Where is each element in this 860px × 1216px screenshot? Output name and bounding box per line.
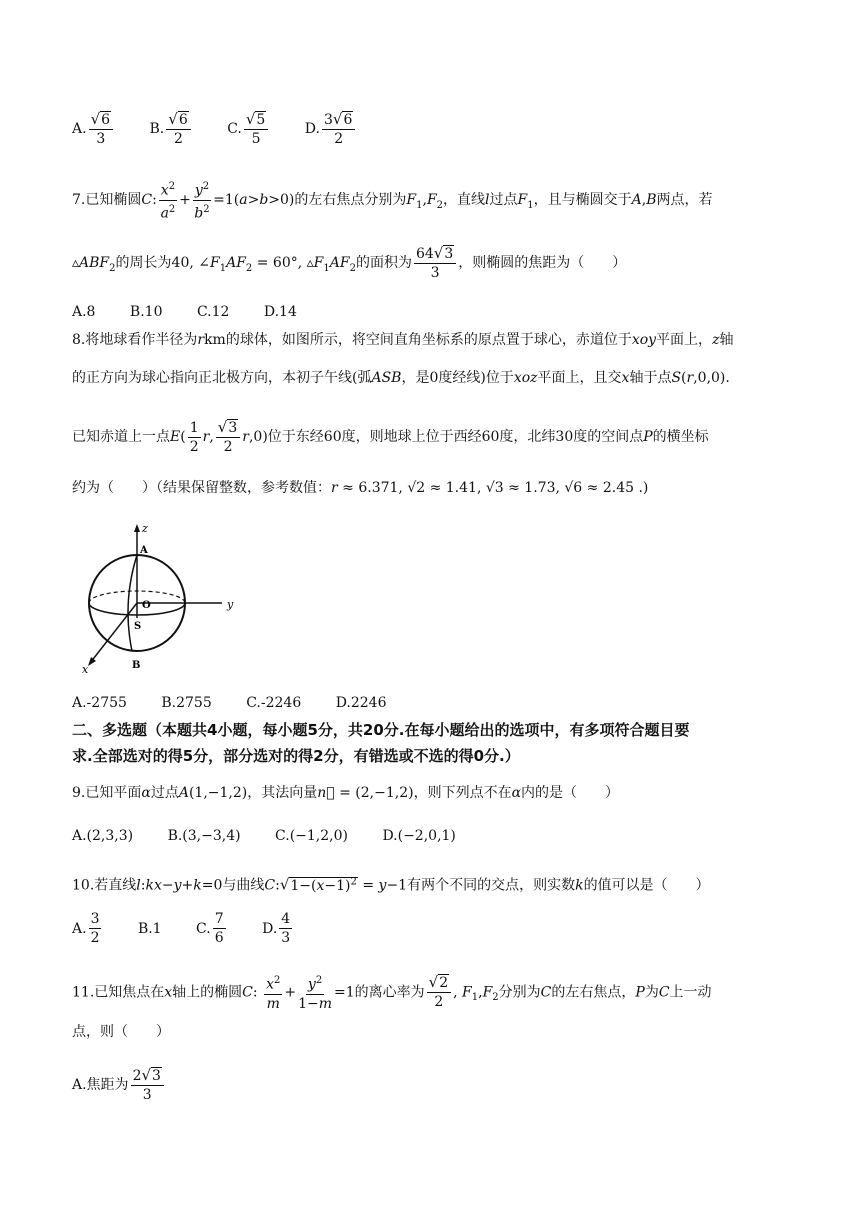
q6-option-a: A. $\frac{√6}{3}$ [72,121,115,137]
q7-option-c: C.12 [196,304,230,320]
q11-option-a: A.焦距为 $\frac{2√3}{3}$ [72,1066,166,1104]
point-b-label: B [132,660,141,671]
z-label: z [142,522,148,535]
x-axis [90,603,137,663]
section2-heading-line2: 求.全部选对的得5分，部分选对的得2分，有错选或不选的得0分.） [72,747,520,765]
q8-line3: 已知赤道上一点E( $\frac{1}{2}$ r, $\frac{√3}{2}$ r,0)位于东经60度，则地球上位于西经60度，北纬30度的空间点P的横坐标 [72,418,709,455]
q7-option-d: D.14 [263,304,297,320]
q7-line1: 7.已知椭圆C: $\frac{x^2}{a^2}$ + $\frac{y^2}{b^2}$ =1(a>b>0)的左右焦点分别为$F_1,F_2$，直线l过点$F_1$，且与椭圆交于A,B两点，若 [72,178,712,222]
section2-heading-line1: 二、多选题（本题共4小题，每小题5分，共20分.在每小题给出的选项中，有多项符合题目要 [72,721,690,739]
point-s-label: S [134,621,142,632]
y-label: y [227,598,234,611]
q8-line2: 的正方向为球心指向正北极方向，本初子午线(弧ASB，是0度经线)位于xoz平面上，且交x轴于点S(r,0,0). [72,370,730,386]
q8-option-c: C.-2246 [246,695,302,711]
q9-option-a: A.(2,3,3) [72,828,134,844]
q10-option-d: D. $\frac{4}{3}$ [262,911,291,946]
q6-options [72,110,387,148]
q9-stem: 9.已知平面α过点A(1,−1,2)，其法向量n⃗ = (2,−1,2)，则下列点不在α内的是（ ） [72,785,620,801]
q6-option-b: B. $\frac{√6}{2}$ [150,121,193,137]
q7-line2: $▵ABF_2$的周长为40, $\angle F_1AF_2 = 60^\circ$, $▵F_1AF_2$的面积为 $\frac{64√3}{3}$ ，则椭圆的焦距为（ ） [72,244,627,281]
q10-option-c: C. $\frac{7}{6}$ [196,911,224,946]
sphere-coordinate-figure [82,518,246,683]
q10-stem: 10.若直线l:kx−y+k=0与曲线$C:√1-(x-1)^2 = y-1$有两个不同的交点，则实数k的值可以是（ ） [72,875,710,894]
q9-option-c: C.(−1,2,0) [275,828,348,844]
point-a-label: A [140,545,148,556]
q7-option-b: B.10 [129,304,163,320]
q6-option-d: D. $\frac{3√6}{2}$ [305,121,358,137]
origin-label: O [142,600,151,611]
q8-line4: 约为（ ）（结果保留整数，参考数值：r ≈ 6.371, √2 ≈ 1.41, √3 ≈ 1.73, √6 ≈ 2.45 .) [72,480,649,496]
q8-option-a: A.-2755 [72,695,127,711]
prime-meridian [128,555,137,651]
q11-line1: 11.已知焦点在x轴上的椭圆C: $\frac{x^2}{m}$ + $\frac{y^2}{1-m}$ =1的离心率为 $\frac{√2}{2}$ , $F_1,F_2$分别为C的左右焦点，P为C上一动 [72,973,712,1012]
q9-options [72,826,486,846]
q9-option-b: B.(3,−3,4) [167,828,241,844]
q7-options [72,302,327,322]
q8-option-b: B.2755 [161,695,212,711]
q11-line2: 点，则（ ） [72,1024,170,1040]
q10-options [72,910,324,947]
q9-option-d: D.(−2,0,1) [382,828,456,844]
x-label: x [82,663,89,676]
q10-option-b: B.1 [137,920,162,937]
q8-line1: 8.将地球看作半径为rkm的球体，如图所示，将空间直角坐标系的原点置于球心，赤道位于xoy平面上，z轴 [72,332,734,348]
q10-option-a: A. $\frac{3}{2}$ [72,911,100,946]
q6-option-c: C. $\frac{√5}{5}$ [227,121,270,137]
q8-options [72,693,417,713]
q7-option-a: A.8 [72,304,96,320]
q8-option-d: D.2246 [335,695,387,711]
